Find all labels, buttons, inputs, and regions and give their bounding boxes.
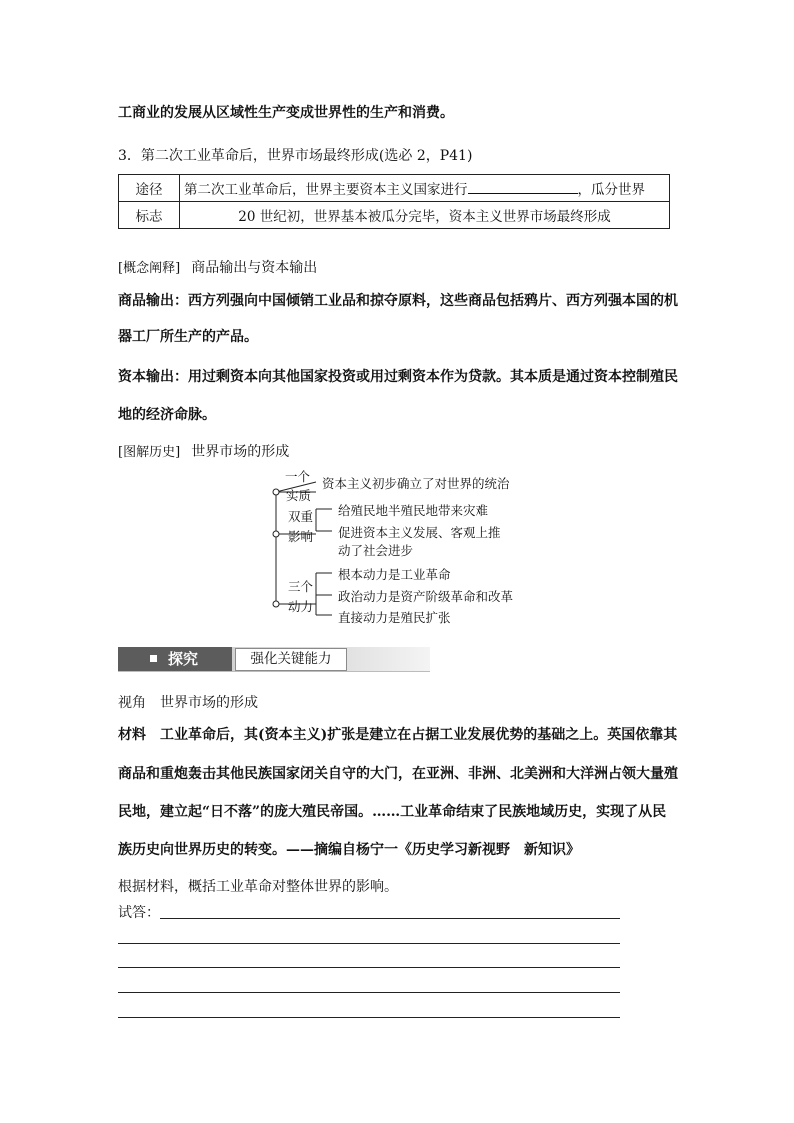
g3-item2: 政治动力是资产阶级革命和改革 [338, 589, 514, 604]
table-text-before: 第二次工业革命后，世界主要资本主义国家进行 [184, 182, 468, 198]
section3-heading: 3．第二次工业革命后，世界市场最终形成(选必 2，P41) [118, 148, 473, 164]
diagram-node [273, 489, 279, 495]
section-bar-title: 探究 [168, 650, 199, 668]
answer-line[interactable] [118, 992, 620, 993]
diagram-tag: [图解历史] [118, 445, 181, 460]
g2-label-top: 双重 [288, 509, 314, 524]
answer-line[interactable] [118, 1017, 620, 1018]
g2-label-bottom: 影响 [288, 529, 314, 544]
g1-label-top: 一个 [285, 469, 311, 484]
answer-line[interactable] [118, 943, 620, 944]
g1-item: 资本主义初步确立了对世界的统治 [322, 476, 510, 491]
g2-item1: 给殖民地半殖民地带来灾难 [338, 503, 489, 518]
intro-line: 工商业的发展从区域性生产变成世界性的生产和消费。 [118, 105, 454, 121]
g1-label-bottom: 实质 [286, 488, 312, 503]
material-line3: 民地，建立起“日不落”的庞大殖民帝国。……工业革命结束了民族地域历史，实现了从民 [118, 804, 667, 820]
concept-tag: [概念阐释] [118, 261, 181, 276]
material-line2: 商品和重炮轰击其他民族国家闭关自守的大门，在亚洲、非洲、北美洲和大洋洲占领大量殖 [118, 766, 678, 782]
question-text: 根据材料，概括工业革命对整体世界的影响。 [118, 879, 398, 895]
g2-item2a: 促进资本主义发展、客观上推 [338, 525, 501, 540]
diagram-node [273, 601, 279, 607]
answer-label: 试答： [118, 905, 160, 921]
table-cell-content: 20 世纪初，世界基本被瓜分完毕，资本主义世界市场最终形成 [180, 202, 670, 229]
g3-label-top: 三个 [288, 579, 314, 594]
g3-item3: 直接动力是殖民扩张 [338, 610, 451, 625]
inquiry-angle: 视角 世界市场的形成 [118, 695, 258, 711]
g3-item1: 根本动力是工业革命 [338, 567, 451, 582]
square-icon [150, 655, 157, 662]
table-cell-label: 标志 [119, 202, 180, 229]
goods-export-line1: 商品输出：西方列强向中国倾销工业品和掠夺原料，这些商品包括鸦片、西方列强本国的机 [118, 293, 678, 309]
material-line4: 族历史向世界历史的转变。——摘编自杨宁一《历史学习新视野 新知识》 [118, 842, 580, 858]
table-text-after: ，瓜分世界 [577, 182, 645, 198]
capital-export-line2: 地的经济命脉。 [118, 407, 216, 423]
capital-export-line1: 资本输出：用过剩资本向其他国家投资或用过剩资本作为贷款。其本质是通过资本控制殖民 [118, 369, 678, 385]
concept-title: 商品输出与资本输出 [191, 260, 318, 276]
section-bar-subtitle: 强化关键能力 [235, 648, 347, 671]
material-line1: 材料 工业革命后，其(资本主义)扩张是建立在占据工业发展优势的基础之上。英国依靠其 [118, 727, 678, 743]
g3-label-bottom: 动力 [288, 599, 314, 614]
diagram-node [273, 531, 279, 537]
table-cell-label: 途径 [119, 175, 180, 202]
answer-line[interactable] [160, 918, 620, 919]
goods-export-line2: 器工厂所生产的产品。 [118, 329, 258, 345]
answer-line[interactable] [118, 967, 620, 968]
diagram-title: 世界市场的形成 [191, 444, 290, 460]
g2-item2b: 动了社会进步 [338, 543, 414, 558]
